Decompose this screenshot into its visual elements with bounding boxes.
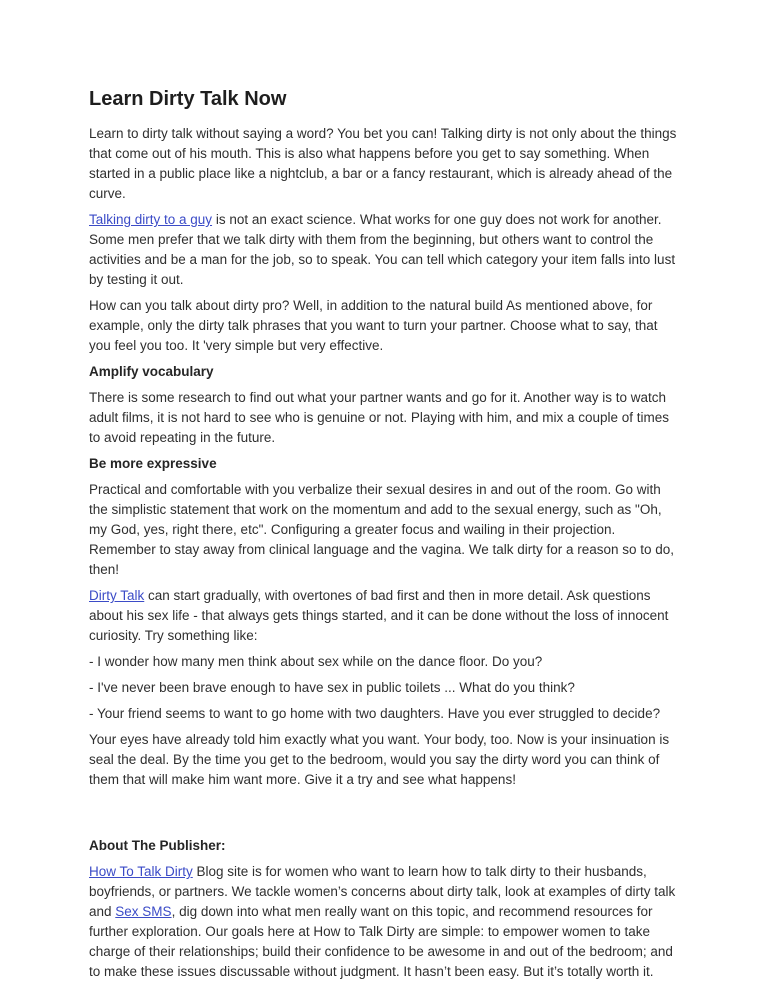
link-talking-dirty-to-a-guy[interactable]: Talking dirty to a guy: [89, 212, 213, 227]
expressive-paragraph-2: [89, 586, 679, 646]
expressive-paragraph-3: Your eyes have already told him exactly what you want. Your body, too. Now is your insinuation is seal the deal. By the time you get to the bedroom, would you say the dirty word you can think of them that will make him want more. Give it a try and see what happens!: [89, 732, 670, 787]
publisher-paragraph-text-1: Blog site is for women who want to learn how to talk dirty to their husbands, boyfriends, or partners. We tackle women’s concerns about dirty talk, look at examples of dirty talk and: [89, 864, 676, 919]
intro-paragraph-2-text: is not an exact science. What works for one guy does not work for another. Some men prefer that we talk dirty with them from the beginning, but others want to control the activities and be a man for the job, so to speak. You can tell which category your item falls into lust by testing it out.: [89, 212, 676, 287]
link-sex-sms[interactable]: Sex SMS: [115, 904, 172, 919]
example-line-2: - I've never been brave enough to have sex in public toilets ... What do you think?: [89, 680, 575, 695]
page-title: Learn Dirty Talk Now: [89, 88, 287, 110]
expressive-paragraph-2-text: can start gradually, with overtones of bad first and then in more detail. Ask questions about his sex life - that always gets things started, and it can be done without the loss of innocent curiosity. Try something like:: [89, 588, 669, 643]
amplify-paragraph-1: There is some research to find out what your partner wants and go for it. Another way is to watch adult films, it is not hard to see who is genuine or not. Playing with him, and mix a couple of times to avoid repeating in the future.: [89, 390, 670, 445]
expressive-paragraph-1: Practical and comfortable with you verbalize their sexual desires in and out of the room. Go with the simplistic statement that work on the momentum and add to the sexual energy, such as "Oh, my God, yes, right there, etc". Configuring a greater focus and wailing in their projection. Remember to stay away from clinical language and the vagina. We talk dirty for a reason so to do, then!: [89, 482, 675, 577]
example-line-1: - I wonder how many men think about sex while on the dance floor. Do you?: [89, 654, 543, 669]
section-heading-be-more-expressive: Be more expressive: [89, 456, 217, 471]
publisher-paragraph: [89, 862, 679, 982]
section-heading-about-the-publisher: About The Publisher:: [89, 838, 226, 853]
publisher-paragraph-text-2: , dig down into what men really want on this topic, and recommend resources for further exploration. Our goals here at How to Talk Dirty are simple: to empower women to take charge of their relationships; build their confidence to be awesome in and out of the bedroom; and to make these issues discussable without judgment. It hasn’t been easy. But it’s totally worth it.: [89, 904, 673, 979]
example-line-3: - Your friend seems to want to go home with two daughters. Have you ever struggled to decide?: [89, 706, 661, 721]
intro-paragraph-2: [89, 210, 679, 290]
link-how-to-talk-dirty[interactable]: How To Talk Dirty: [89, 864, 193, 879]
intro-paragraph-3: How can you talk about dirty pro? Well, in addition to the natural build As mentioned above, for example, only the dirty talk phrases that you want to turn your partner. Choose what to say, that you feel you too. It 'very simple but very effective.: [89, 298, 658, 353]
intro-paragraph-1: Learn to dirty talk without saying a word? You bet you can! Talking dirty is not only about the things that come out of his mouth. This is also what happens before you get to say something. When started in a public place like a nightclub, a bar or a fancy restaurant, which is already ahead of the curve.: [89, 126, 677, 201]
link-dirty-talk[interactable]: Dirty Talk: [89, 588, 145, 603]
section-heading-amplify-vocabulary: Amplify vocabulary: [89, 364, 214, 379]
